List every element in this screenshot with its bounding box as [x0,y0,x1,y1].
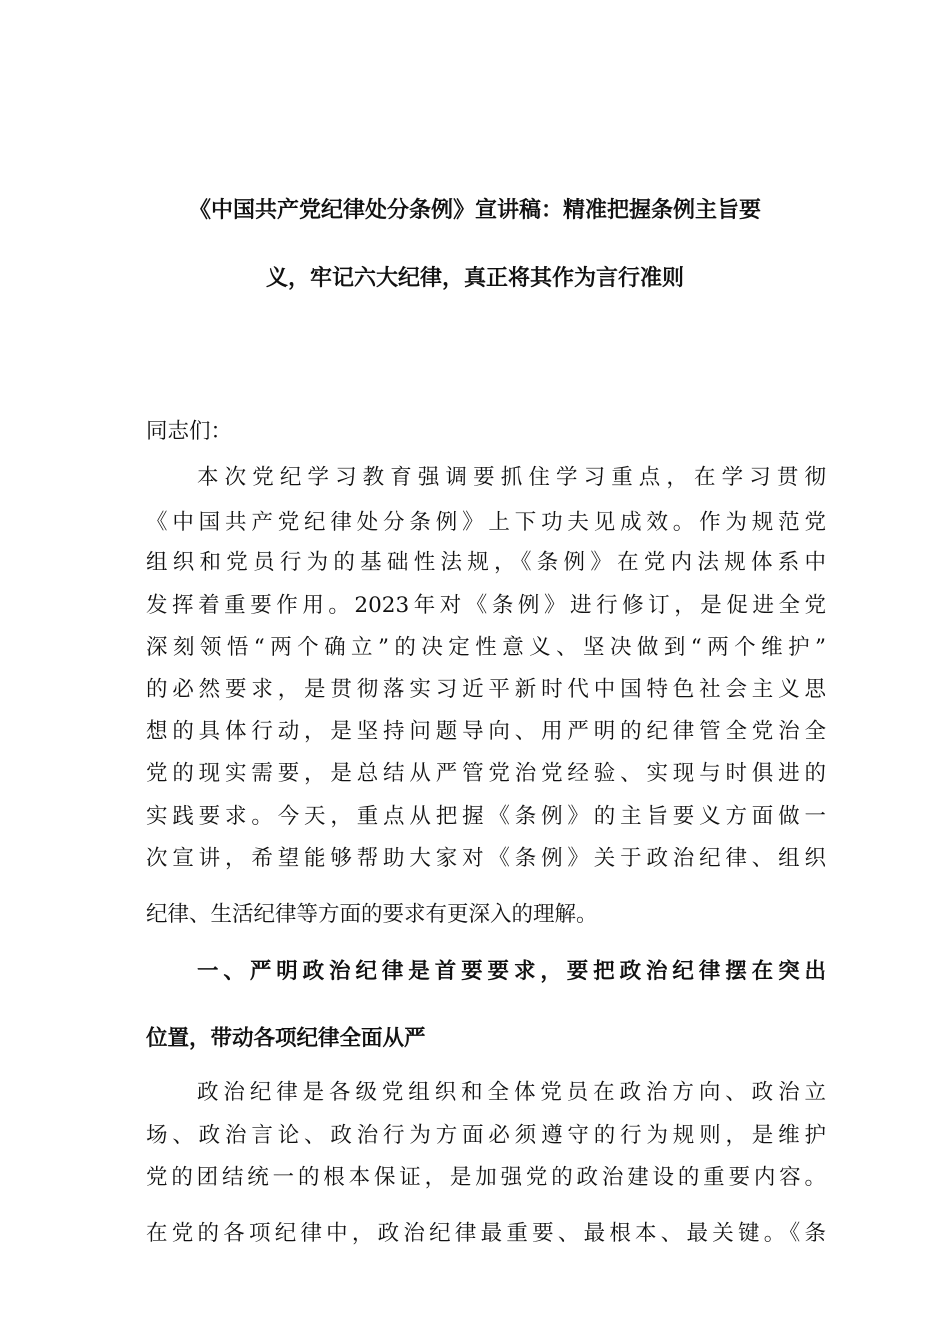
paragraph-1-line-3: 组织和党员行为的基础性法规，《条例》在党内法规体系中 [146,550,826,575]
paragraph-1-line-1: 本次党纪学习教育强调要抓住学习重点，在学习贯彻 [197,465,826,490]
paragraph-2-line-1: 政治纪律是各级党组织和全体党员在政治方向、政治立 [197,1080,826,1105]
paragraph-2-line-3: 党的团结统一的根本保证，是加强党的政治建设的重要内容。 [146,1165,826,1190]
paragraph-1-line-11: 纪律、生活纪律等方面的要求有更深入的理解。 [146,902,598,927]
paragraph-1-line-6: 的必然要求，是贯彻落实习近平新时代中国特色社会主义思 [146,677,826,702]
greeting: 同志们： [146,419,233,444]
paragraph-1-line-9: 实践要求。今天，重点从把握《条例》的主旨要义方面做一 [146,804,826,829]
paragraph-2-line-2: 场、政治言论、政治行为方面必须遵守的行为规则，是维护 [146,1123,826,1148]
paragraph-1-line-10: 次宣讲，希望能够帮助大家对《条例》关于政治纪律、组织 [146,846,826,871]
section-heading-1-line-1: 一、严明政治纪律是首要要求，要把政治纪律摆在突出 [197,959,826,984]
paragraph-1-line-7: 想的具体行动，是坚持问题导向、用严明的纪律管全党治全 [146,719,826,744]
paragraph-2-line-4: 在党的各项纪律中，政治纪律最重要、最根本、最关键。《条 [146,1221,826,1246]
document-title-line-2: 义，牢记六大纪律，真正将其作为言行准则 [265,266,684,291]
paragraph-1-line-5: 深刻领悟“两个确立”的决定性意义、坚决做到“两个维护” [146,635,826,660]
paragraph-1-line-2: 《中国共产党纪律处分条例》上下功夫见成效。作为规范党 [146,510,826,535]
paragraph-1-line-8: 党的现实需要，是总结从严管党治党经验、实现与时俱进的 [146,761,826,786]
paragraph-1-line-4: 发挥着重要作用。2023年对《条例》进行修订，是促进全党 [146,593,826,618]
section-heading-1-line-2: 位置，带动各项纪律全面从严 [146,1026,426,1051]
document-title-line-1: 《中国共产党纪律处分条例》宣讲稿：精准把握条例主旨要 [188,198,761,223]
